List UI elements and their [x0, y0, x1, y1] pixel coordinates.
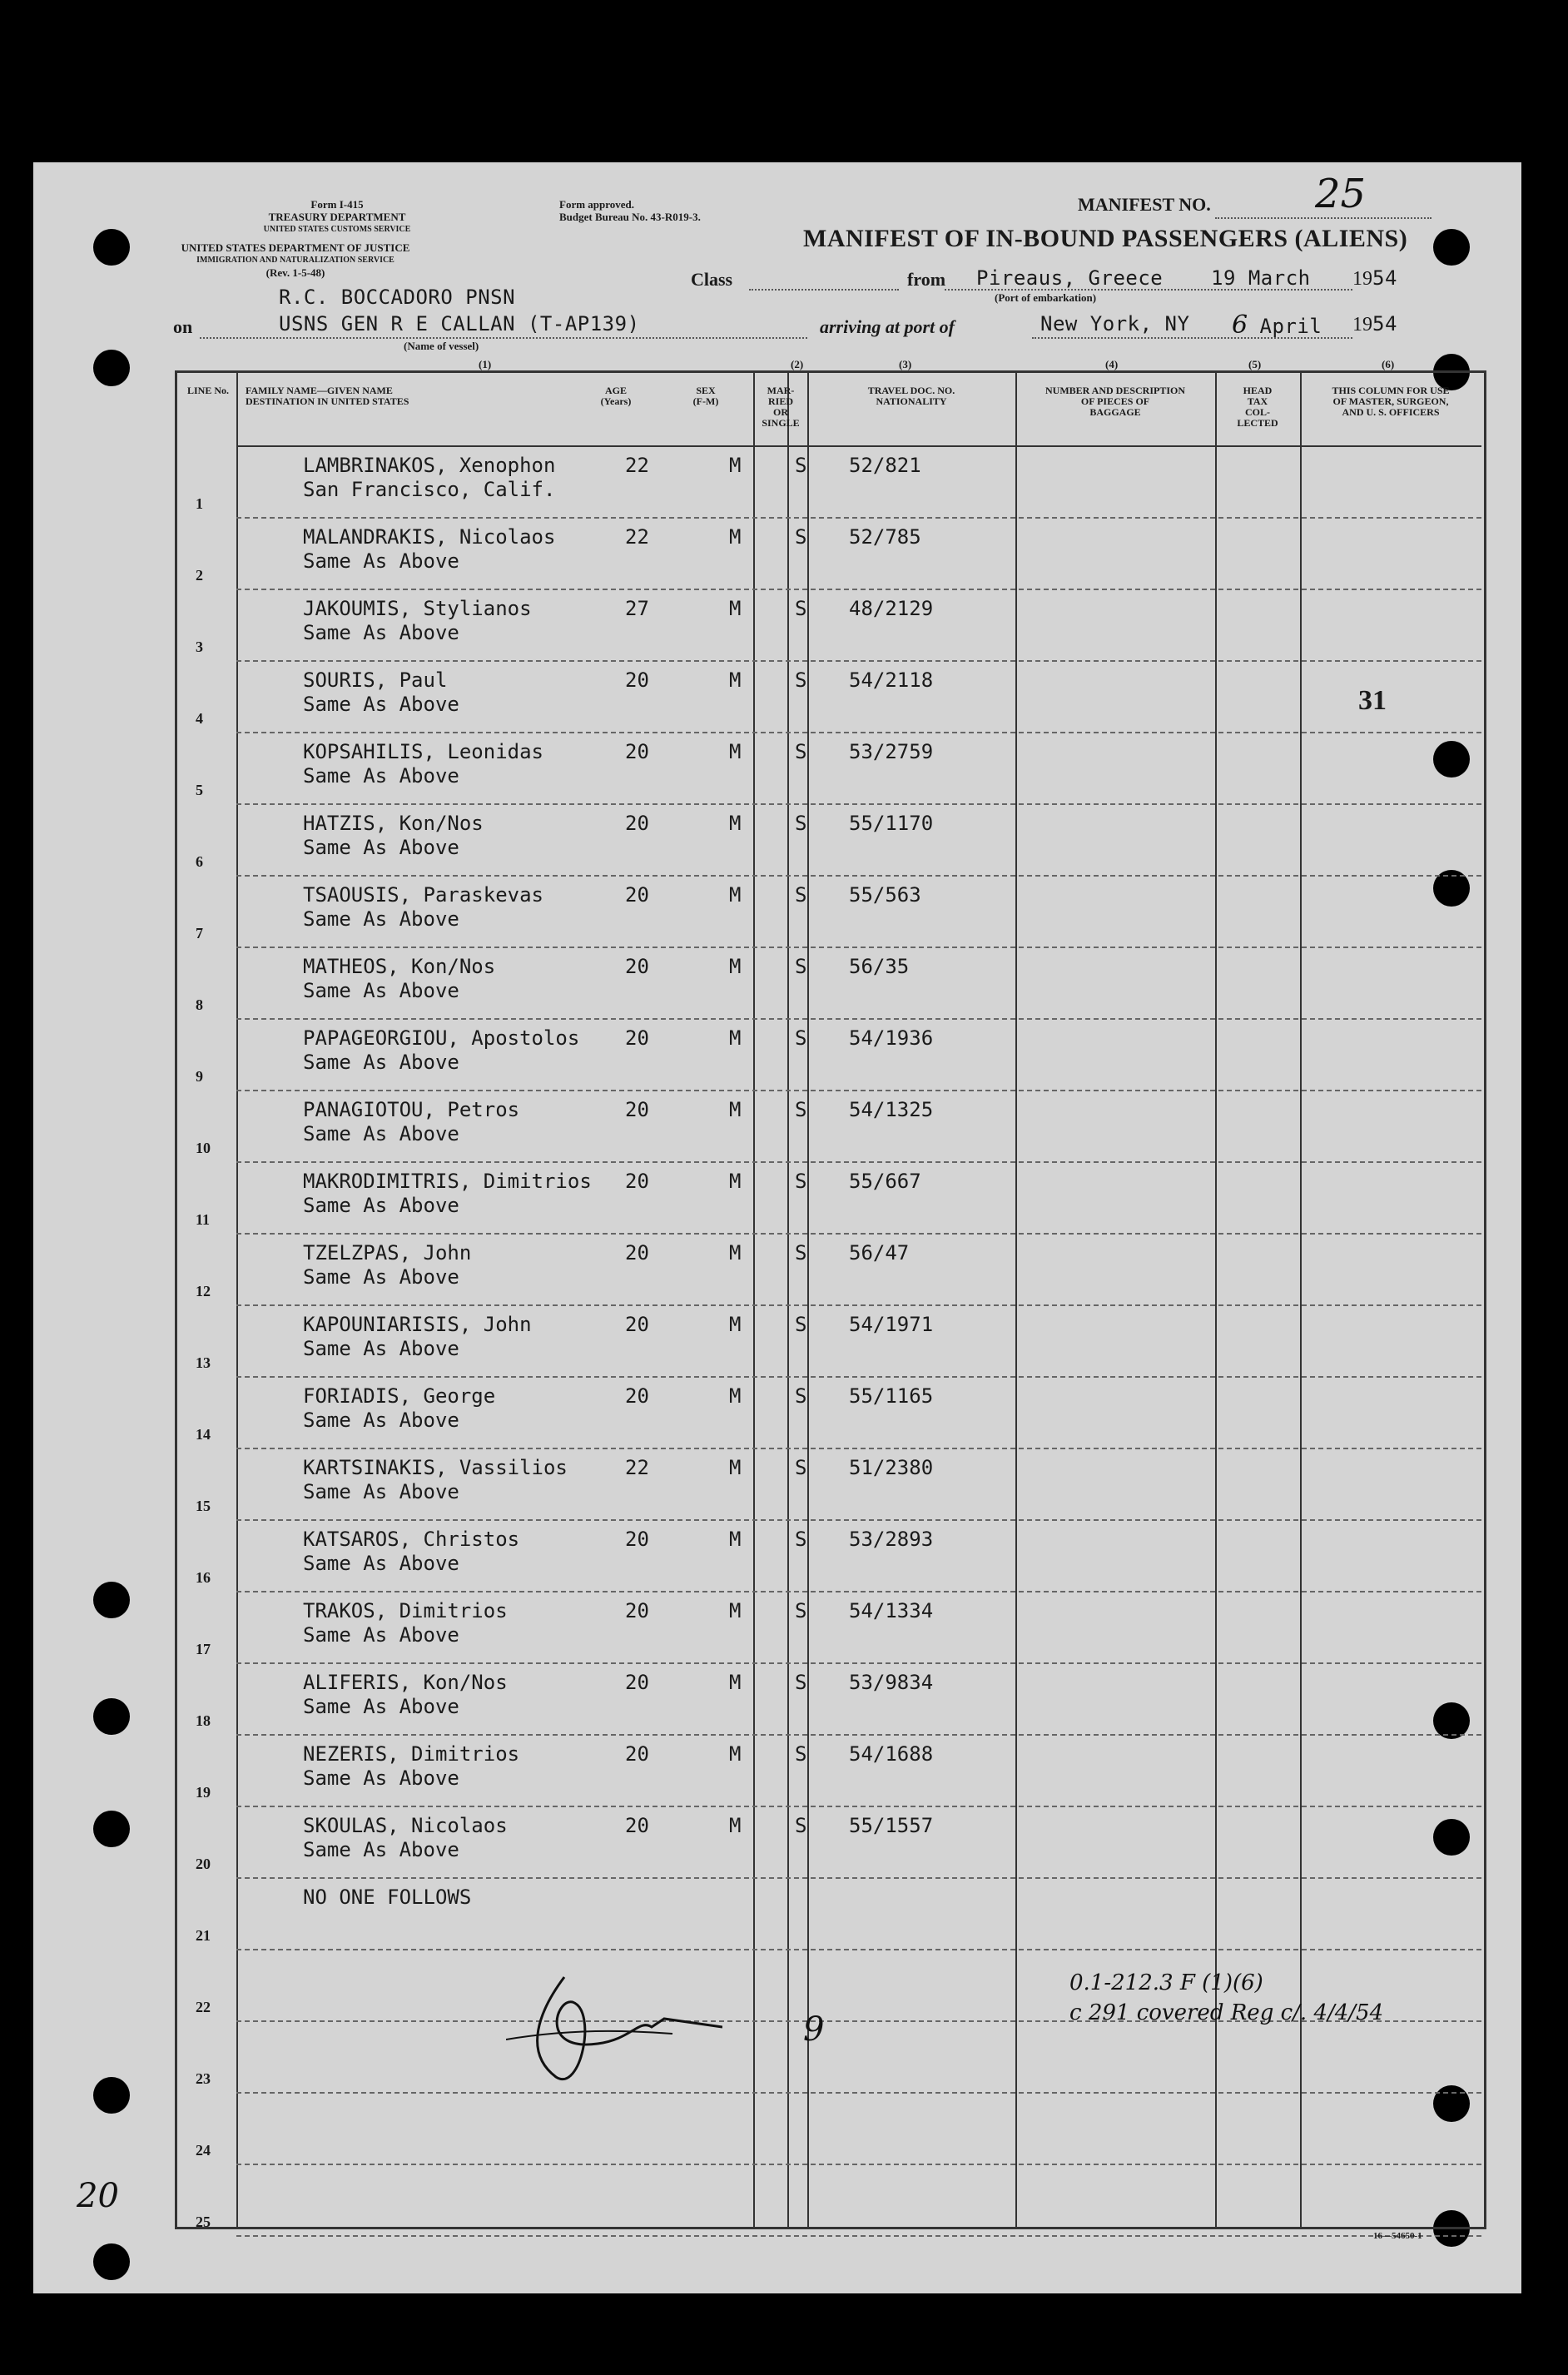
passenger-age: 20 [625, 1384, 649, 1408]
passenger-sex: M [729, 454, 742, 477]
passenger-marital: S [795, 525, 807, 549]
passenger-age: 20 [625, 1599, 649, 1622]
line-number: 6 [196, 853, 203, 870]
header-travel-doc: TRAVEL DOC. NO. NATIONALITY [867, 385, 955, 407]
passenger-marital: S [795, 597, 807, 620]
table-row [236, 1306, 1481, 1378]
punch-hole [93, 2243, 130, 2280]
passenger-name: TRAKOS, Dimitrios [303, 1599, 508, 1622]
passenger-name: NO ONE FOLLOWS [303, 1886, 472, 1909]
passenger-destination: Same As Above [303, 1194, 459, 1217]
arrival-date [1232, 311, 1322, 340]
passenger-name: MAKRODIMITRIS, Dimitrios [303, 1170, 592, 1193]
budget-label: Budget Bureau No. 43-R019-3. [559, 211, 701, 223]
line-number: 1 [196, 495, 203, 512]
table-row [236, 805, 1481, 877]
passenger-sex: M [729, 1814, 742, 1837]
passenger-age: 20 [625, 1241, 649, 1265]
table-row [236, 662, 1481, 733]
table-row [236, 1664, 1481, 1736]
handwritten-note-2: c 291 covered Reg c/. 4/4/54 [1069, 2000, 1384, 2025]
header-line-no: LINE No. [186, 385, 229, 396]
passenger-destination: Same As Above [303, 1838, 459, 1861]
approval-block [559, 198, 792, 223]
passenger-name: PANAGIOTOU, Petros [303, 1098, 520, 1121]
passenger-age: 20 [625, 1098, 649, 1121]
passenger-sex: M [729, 1170, 742, 1193]
table-row [236, 1521, 1481, 1592]
passenger-age: 20 [625, 1528, 649, 1551]
travel-doc-no: 54/1688 [849, 1742, 934, 1766]
travel-doc-no: 52/821 [849, 454, 921, 477]
treasury-label: TREASURY DEPARTMENT [268, 211, 406, 223]
passenger-name: TZELZPAS, John [303, 1241, 472, 1265]
line-number: 19 [196, 1784, 211, 1801]
margin-mark: 20 [77, 2177, 119, 2215]
line-number: 12 [196, 1283, 211, 1299]
header-head-tax: HEAD TAX COL- LECTED [1237, 385, 1278, 429]
passenger-sex: M [729, 1671, 742, 1694]
vessel-name: USNS GEN R E CALLAN (T-AP139) [279, 312, 640, 335]
travel-doc-no: 55/1557 [849, 1814, 934, 1837]
passenger-age: 20 [625, 1671, 649, 1694]
arriving-label: arriving at port of [820, 316, 955, 337]
passenger-sex: M [729, 1599, 742, 1622]
passenger-sex: M [729, 883, 742, 907]
punch-hole [93, 2077, 130, 2114]
passenger-name: SOURIS, Paul [303, 668, 448, 692]
table-row [236, 948, 1481, 1020]
line-number: 11 [196, 1211, 211, 1228]
passenger-marital: S [795, 1170, 807, 1193]
header-marital: MAR- RIED OR SINGLE [762, 385, 800, 429]
manifest-title: MANIFEST OF IN-BOUND PASSENGERS (ALIENS) [803, 225, 1408, 252]
line-number: 2 [196, 567, 203, 584]
col-number-4: (4) [1105, 358, 1119, 370]
officer-number: 31 [1358, 685, 1387, 716]
passenger-age: 22 [625, 525, 649, 549]
passenger-destination: San Francisco, Calif. [303, 478, 556, 501]
class-label: Class [691, 269, 733, 290]
depart-date: 19 March [1211, 266, 1311, 290]
passenger-sex: M [729, 1026, 742, 1050]
passenger-sex: M [729, 1098, 742, 1121]
form-number: Form I-415 [310, 198, 364, 211]
travel-doc-no: 53/2893 [849, 1528, 934, 1551]
passenger-destination: Same As Above [303, 1480, 459, 1503]
table-row [236, 1879, 1481, 1950]
manifest-no-value: 25 [1315, 171, 1367, 217]
line-number: 14 [196, 1426, 211, 1443]
passenger-age: 20 [625, 1026, 649, 1050]
passenger-name: KOPSAHILIS, Leonidas [303, 740, 543, 763]
passenger-name: KAPOUNIARISIS, John [303, 1313, 532, 1336]
passenger-sex: M [729, 812, 742, 835]
passenger-name: NEZERIS, Dimitrios [303, 1742, 520, 1766]
table-row [236, 1449, 1481, 1521]
passenger-marital: S [795, 1241, 807, 1265]
passenger-destination: Same As Above [303, 1337, 459, 1360]
justice-label: UNITED STATES DEPARTMENT OF JUSTICE [181, 241, 410, 254]
col-number-6: (6) [1382, 358, 1395, 370]
passenger-sex: M [729, 597, 742, 620]
line-number: 5 [196, 782, 203, 798]
col-number-1: (1) [479, 358, 492, 370]
depart-year-prefix: 19 [1352, 268, 1372, 290]
col-number-2: (2) [791, 358, 804, 370]
justice-block [166, 241, 424, 279]
passenger-sex: M [729, 1528, 742, 1551]
passenger-destination: Same As Above [303, 1051, 459, 1074]
travel-doc-no: 51/2380 [849, 1456, 934, 1479]
travel-doc-no: 48/2129 [849, 597, 934, 620]
row-separator [236, 2235, 1481, 2237]
line-number: 18 [196, 1712, 211, 1729]
passenger-marital: S [795, 1742, 807, 1766]
arrival-year [1352, 312, 1397, 336]
travel-doc-no: 56/47 [849, 1241, 910, 1265]
passenger-marital: S [795, 740, 807, 763]
passenger-marital: S [795, 1026, 807, 1050]
passenger-name: TSAOUSIS, Paraskevas [303, 883, 543, 907]
line-number: 21 [196, 1927, 211, 1944]
arrival-year-prefix: 19 [1352, 314, 1372, 335]
passenger-name: MATHEOS, Kon/Nos [303, 955, 496, 978]
header-baggage: NUMBER AND DESCRIPTION OF PIECES OF BAGGAGE [1045, 385, 1186, 418]
punch-hole [1433, 229, 1470, 266]
passenger-name: MALANDRAKIS, Nicolaos [303, 525, 556, 549]
passenger-sex: M [729, 668, 742, 692]
table-row [236, 2094, 1481, 2165]
passenger-destination: Same As Above [303, 1766, 459, 1790]
passenger-marital: S [795, 1814, 807, 1837]
punch-hole [93, 229, 130, 266]
travel-doc-no: 54/1325 [849, 1098, 934, 1121]
punch-hole [93, 350, 130, 386]
passenger-name: KATSAROS, Christos [303, 1528, 520, 1551]
table-row [236, 1378, 1481, 1449]
passenger-name: SKOULAS, Nicolaos [303, 1814, 508, 1837]
travel-doc-no: 55/1170 [849, 812, 934, 835]
passenger-destination: Same As Above [303, 549, 459, 573]
manifest-page [33, 162, 1521, 2293]
travel-doc-no: 53/2759 [849, 740, 934, 763]
passenger-marital: S [795, 812, 807, 835]
passenger-sex: M [729, 1313, 742, 1336]
table-row [236, 1736, 1481, 1807]
travel-doc-no: 53/9834 [849, 1671, 934, 1694]
travel-doc-no: 56/35 [849, 955, 910, 978]
table-row [236, 590, 1481, 662]
passenger-age: 20 [625, 1742, 649, 1766]
travel-doc-no: 52/785 [849, 525, 921, 549]
travel-doc-no: 54/1971 [849, 1313, 934, 1336]
arrival-year-suffix: 54 [1372, 312, 1397, 335]
vessel-caption: (Name of vessel) [404, 340, 479, 352]
passenger-age: 20 [625, 883, 649, 907]
handwritten-note-1: 0.1-212.3 F (1)(6) [1069, 1970, 1263, 1995]
table-row [236, 447, 1481, 519]
header-name: FAMILY NAME—GIVEN NAME DESTINATION IN UNITED STATES [246, 385, 409, 407]
header-age: AGE (Years) [600, 385, 632, 407]
line-number: 13 [196, 1354, 211, 1371]
table-row [236, 519, 1481, 590]
header-officers: THIS COLUMN FOR USE OF MASTER, SURGEON, AND U. S. OFFICERS [1332, 385, 1450, 418]
line-number: 22 [196, 1999, 211, 2015]
punch-hole [93, 1582, 130, 1618]
passenger-age: 27 [625, 597, 649, 620]
table-row [236, 1091, 1481, 1163]
passenger-marital: S [795, 1599, 807, 1622]
line-number: 10 [196, 1140, 211, 1156]
passenger-destination: Same As Above [303, 764, 459, 788]
line-number: 7 [196, 925, 203, 942]
travel-doc-no: 54/2118 [849, 668, 934, 692]
passenger-destination: Same As Above [303, 1265, 459, 1289]
passenger-destination: Same As Above [303, 1122, 459, 1145]
travel-doc-no: 54/1936 [849, 1026, 934, 1050]
customs-label: UNITED STATES CUSTOMS SERVICE [263, 225, 411, 234]
passenger-sex: M [729, 1742, 742, 1766]
ins-label: IMMIGRATION AND NATURALIZATION SERVICE [196, 256, 394, 265]
passenger-age: 22 [625, 454, 649, 477]
passenger-destination: Same As Above [303, 1623, 459, 1647]
vessel-officer: R.C. BOCCADORO PNSN [279, 286, 516, 309]
line-number: 23 [196, 2070, 211, 2087]
passenger-name: PAPAGEORGIOU, Apostolos [303, 1026, 580, 1050]
passenger-destination: Same As Above [303, 979, 459, 1002]
header-sex: SEX (F-M) [692, 385, 719, 407]
passenger-destination: Same As Above [303, 621, 459, 644]
arrival-month: April [1259, 315, 1322, 338]
arrival-day: 6 [1232, 311, 1248, 340]
handwritten-initial: 9 [803, 2010, 825, 2049]
port-line [945, 289, 1352, 291]
table-row [236, 1807, 1481, 1879]
passenger-marital: S [795, 454, 807, 477]
passenger-destination: Same As Above [303, 693, 459, 716]
passenger-age: 20 [625, 1814, 649, 1837]
passenger-sex: M [729, 955, 742, 978]
table-row [236, 877, 1481, 948]
port-embarkation: Pireaus, Greece [976, 266, 1164, 290]
passenger-marital: S [795, 1313, 807, 1336]
signature [506, 1960, 722, 2102]
travel-doc-no: 55/563 [849, 883, 921, 907]
passenger-sex: M [729, 740, 742, 763]
passenger-name: FORIADIS, George [303, 1384, 496, 1408]
passenger-marital: S [795, 883, 807, 907]
class-line [749, 289, 899, 291]
passenger-destination: Same As Above [303, 1409, 459, 1432]
form-header-left [241, 198, 433, 236]
passenger-age: 20 [625, 1170, 649, 1193]
travel-doc-no: 54/1334 [849, 1599, 934, 1622]
passenger-name: ALIFERIS, Kon/Nos [303, 1671, 508, 1694]
table-row [236, 1235, 1481, 1306]
passenger-sex: M [729, 1456, 742, 1479]
line-number: 16 [196, 1569, 211, 1586]
manifest-no-label: MANIFEST NO. [1078, 194, 1211, 215]
passenger-age: 20 [625, 668, 649, 692]
line-number: 15 [196, 1498, 211, 1514]
passenger-age: 22 [625, 1456, 649, 1479]
passenger-marital: S [795, 1098, 807, 1121]
passenger-sex: M [729, 1241, 742, 1265]
table-row [236, 733, 1481, 805]
passenger-destination: Same As Above [303, 1695, 459, 1718]
vessel-line [200, 337, 807, 339]
passenger-age: 20 [625, 955, 649, 978]
passenger-age: 20 [625, 812, 649, 835]
line-number: 20 [196, 1856, 211, 1872]
arrival-port: New York, NY [1040, 312, 1190, 335]
passenger-marital: S [795, 1528, 807, 1551]
table-row [236, 1020, 1481, 1091]
travel-doc-no: 55/1165 [849, 1384, 934, 1408]
line-number: 8 [196, 996, 203, 1013]
depart-year [1352, 266, 1397, 291]
on-label: on [173, 316, 193, 337]
passenger-name: JAKOUMIS, Stylianos [303, 597, 532, 620]
passenger-name: HATZIS, Kon/Nos [303, 812, 484, 835]
passenger-marital: S [795, 955, 807, 978]
manifest-no-line [1215, 217, 1432, 219]
passenger-destination: Same As Above [303, 836, 459, 859]
punch-hole [93, 1698, 130, 1735]
port-embark-caption: (Port of embarkation) [995, 291, 1097, 304]
depart-year-suffix: 54 [1372, 266, 1397, 290]
passenger-sex: M [729, 525, 742, 549]
passenger-marital: S [795, 1671, 807, 1694]
table-row [236, 2165, 1481, 2237]
approved-label: Form approved. [559, 198, 635, 211]
line-number: 24 [196, 2142, 211, 2159]
line-number: 3 [196, 638, 203, 655]
passenger-marital: S [795, 668, 807, 692]
print-code: 16—54650-1 [1373, 2231, 1422, 2241]
arrival-line [1032, 337, 1352, 339]
passenger-destination: Same As Above [303, 907, 459, 931]
passenger-sex: M [729, 1384, 742, 1408]
passenger-destination: Same As Above [303, 1552, 459, 1575]
line-number: 4 [196, 710, 203, 727]
passenger-age: 20 [625, 740, 649, 763]
travel-doc-no: 55/667 [849, 1170, 921, 1193]
passenger-marital: S [795, 1456, 807, 1479]
passenger-name: KARTSINAKIS, Vassilios [303, 1456, 568, 1479]
col-number-3: (3) [899, 358, 912, 370]
rev-label: (Rev. 1-5-48) [265, 266, 325, 279]
passenger-age: 20 [625, 1313, 649, 1336]
line-number: 17 [196, 1641, 211, 1657]
passenger-marital: S [795, 1384, 807, 1408]
col-number-5: (5) [1248, 358, 1262, 370]
line-number: 25 [196, 2214, 211, 2230]
table-row [236, 1592, 1481, 1664]
punch-hole [93, 1811, 130, 1847]
passenger-name: LAMBRINAKOS, Xenophon [303, 454, 556, 477]
table-row [236, 1163, 1481, 1235]
table-row [236, 2022, 1481, 2094]
line-number: 9 [196, 1068, 203, 1085]
from-label: from [907, 269, 946, 290]
